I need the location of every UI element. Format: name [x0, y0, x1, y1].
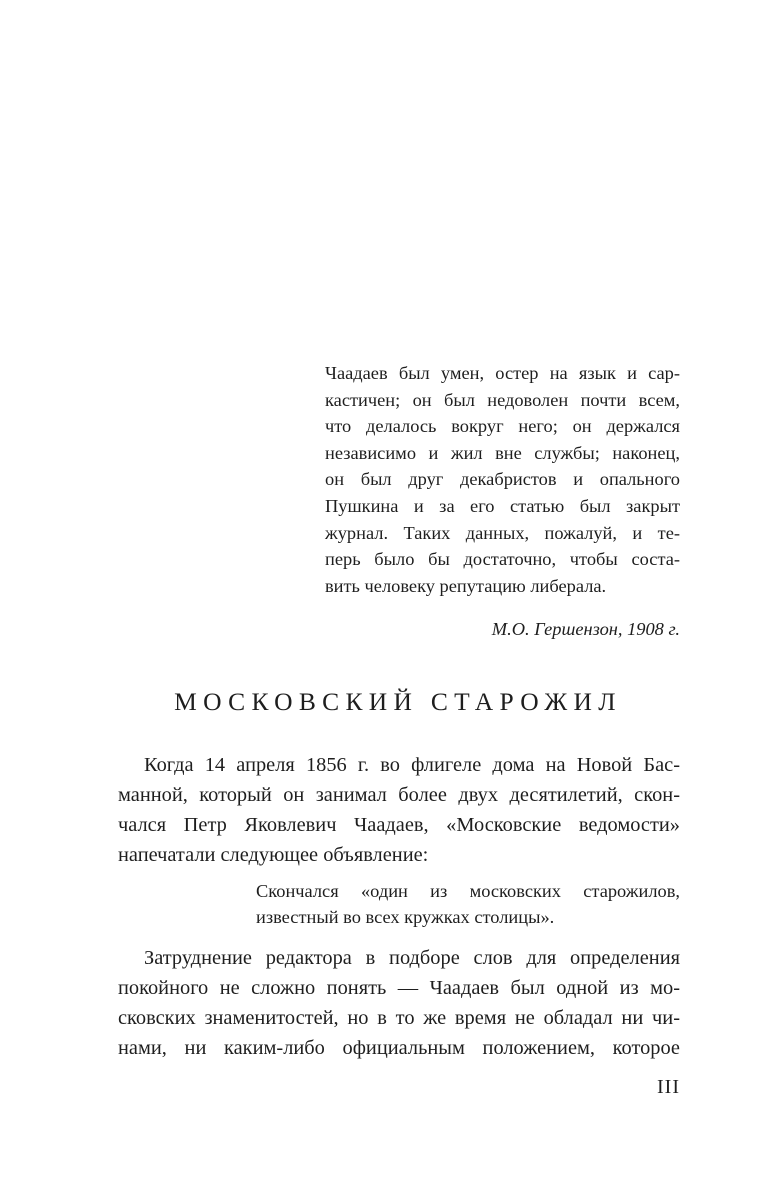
epigraph-attribution: М.О. Гершензон, 1908 г.	[491, 619, 680, 640]
chapter-title: МОСКОВСКИЙ СТАРОЖИЛ	[174, 687, 622, 716]
quote-line: известный во всех кружках столицы».	[256, 907, 555, 928]
body-text	[118, 750, 680, 1063]
paragraph-line: чался Петр Яковлевич Чаадаев, «Московские ведомости»	[118, 814, 680, 836]
paragraph-line: Затруднение редактора в подборе слов для определения	[144, 946, 680, 969]
epigraph	[325, 360, 680, 642]
paragraph-line: сковских знаменитостей, но в то же время не обладал ни чи-	[118, 1006, 680, 1029]
block-quote	[256, 878, 680, 931]
paragraph-line: покойного не сложно понять — Чаадаев был одной из мо-	[118, 976, 680, 999]
paragraph-line: нами, ни каким-либо официальным положением, которое	[118, 1036, 680, 1059]
epigraph-line: перь было бы достаточно, чтобы соста-	[325, 549, 680, 570]
epigraph-line: кастичен; он был недоволен почти всем,	[325, 389, 680, 410]
paragraph-line: Когда 14 апреля 1856 г. во флигеле дома на Новой Бас-	[144, 754, 680, 776]
epigraph-line: вить человеку репутацию либерала.	[325, 575, 607, 596]
epigraph-line: он был друг декабристов и опального	[325, 469, 680, 490]
paragraph-line: напечатали следующее объявление:	[118, 844, 429, 866]
epigraph-line: что делалось вокруг него; он держался	[325, 416, 680, 437]
quote-line: Скончался «один из московских старожилов,	[256, 881, 680, 901]
epigraph-line: Чаадаев был умен, остер на язык и сар-	[325, 363, 680, 383]
epigraph-line: журнал. Таких данных, пожалуй, и те-	[325, 522, 680, 543]
epigraph-line: независимо и жил вне службы; наконец,	[325, 442, 680, 463]
page-number: III	[657, 1076, 680, 1098]
paragraph-2	[118, 943, 680, 1063]
epigraph-text	[325, 360, 680, 599]
paragraph-line: манной, который он занимал более двух десятилетий, скон-	[118, 784, 680, 806]
paragraph-1	[118, 750, 680, 870]
epigraph-line: Пушкина и за его статью был закрыт	[325, 495, 680, 516]
